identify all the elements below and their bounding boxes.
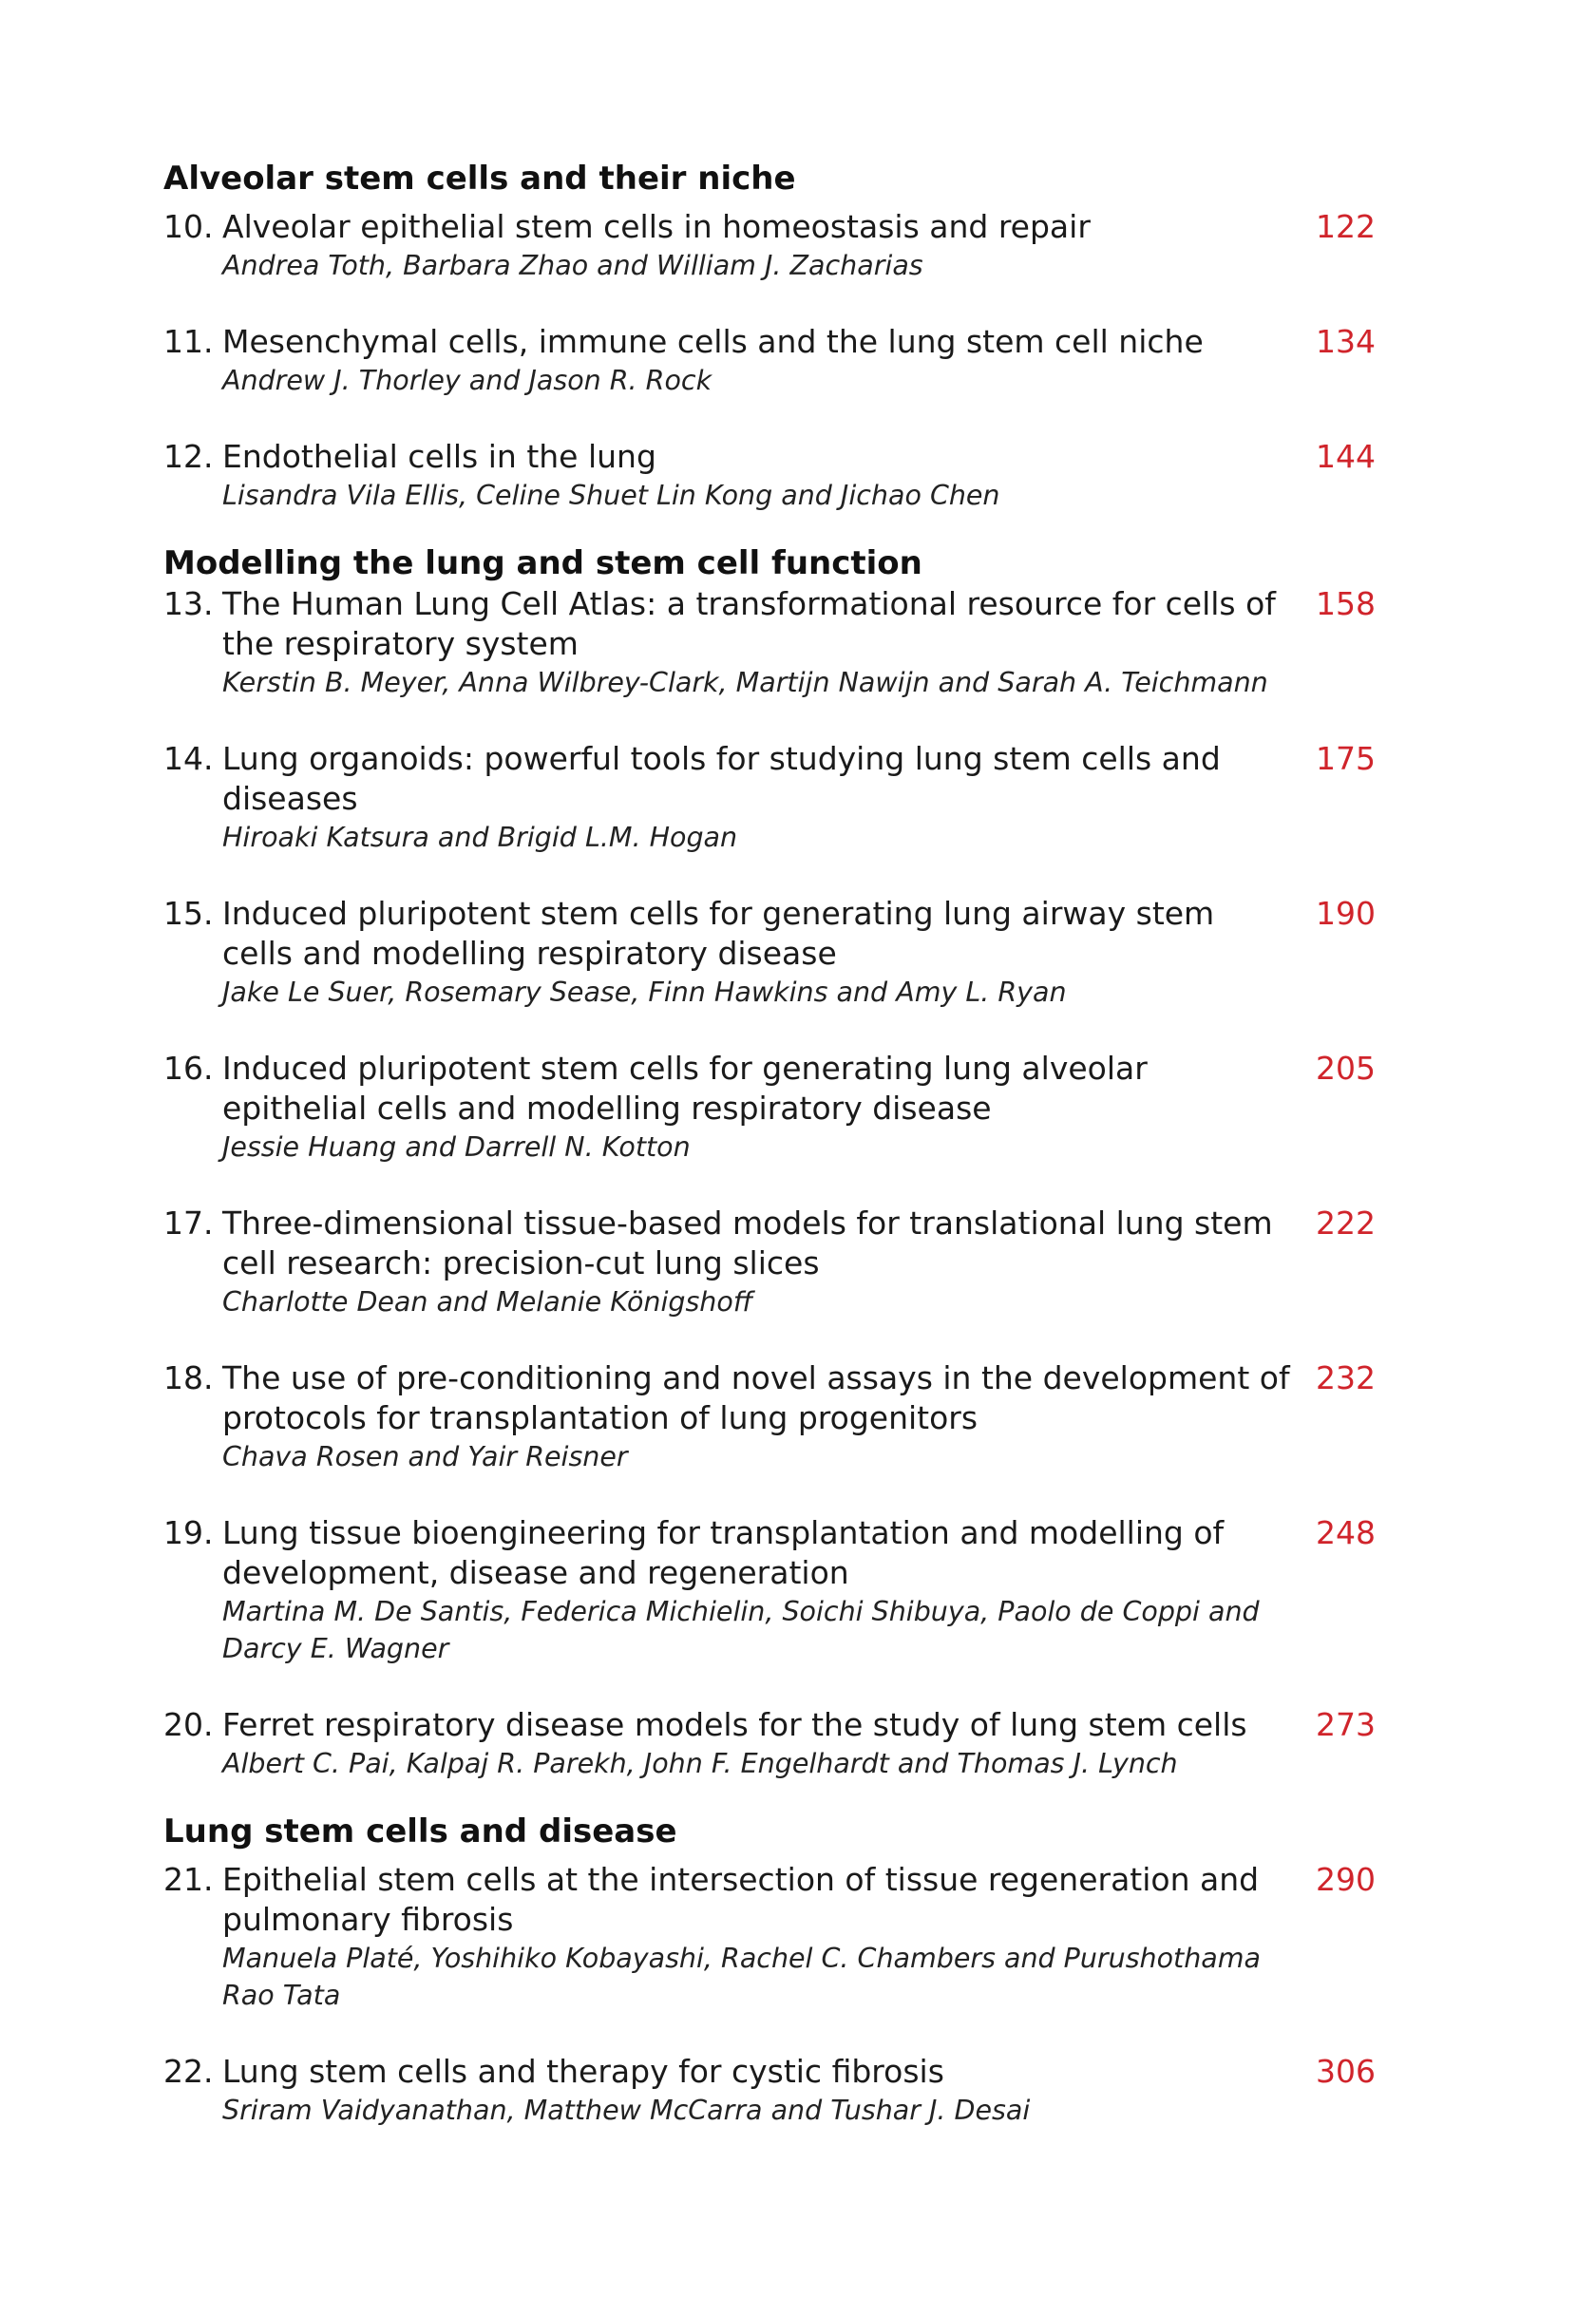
entry-number: 13. <box>163 585 214 622</box>
section-heading: Lung stem cells and disease <box>163 1812 677 1850</box>
section-heading: Alveolar stem cells and their niche <box>163 160 796 198</box>
entry-page-number[interactable]: 306 <box>1316 2053 1376 2090</box>
entry-page-number[interactable]: 175 <box>1316 740 1376 777</box>
entry-title: The use of pre-conditioning and novel assays in the development of protocols for transplantation of lung progenitors <box>222 1359 1290 1436</box>
entry-page-number[interactable]: 122 <box>1316 208 1376 245</box>
toc-entry[interactable] <box>163 1204 1398 1320</box>
entry-page-number[interactable]: 205 <box>1316 1050 1376 1087</box>
toc-entry[interactable] <box>163 1513 1398 1667</box>
toc-entry[interactable] <box>163 1705 1398 1782</box>
entry-title: Alveolar epithelial stem cells in homeostasis and repair <box>222 208 1091 245</box>
entry-number: 15. <box>163 895 214 932</box>
entry-number: 21. <box>163 1861 214 1898</box>
entry-authors: Jake Le Suer, Rosemary Sease, Finn Hawkins and Amy L. Ryan <box>222 977 1067 1008</box>
entry-authors: Lisandra Vila Ellis, Celine Shuet Lin Kong and Jichao Chen <box>222 480 1000 511</box>
entry-authors: Chava Rosen and Yair Reisner <box>222 1441 628 1472</box>
entry-number: 17. <box>163 1205 214 1242</box>
entry-title: Endothelial cells in the lung <box>222 438 656 475</box>
entry-number: 18. <box>163 1359 214 1396</box>
entry-number: 14. <box>163 740 214 777</box>
entry-authors: Andrew J. Thorley and Jason R. Rock <box>222 365 712 396</box>
entry-title: Lung organoids: powerful tools for studying lung stem cells and diseases <box>222 740 1221 817</box>
entry-authors: Manuela Platé, Yoshihiko Kobayashi, Rachel C. Chambers and Purushothama Rao Tata <box>222 1943 1261 2011</box>
entry-page-number[interactable]: 190 <box>1316 895 1376 932</box>
entry-page-number[interactable]: 248 <box>1316 1514 1376 1551</box>
entry-number: 10. <box>163 208 214 245</box>
entry-page-number[interactable]: 273 <box>1316 1706 1376 1743</box>
entry-authors: Andrea Toth, Barbara Zhao and William J. Zacharias <box>222 250 923 281</box>
entry-page-number[interactable]: 290 <box>1316 1861 1376 1898</box>
entry-number: 19. <box>163 1514 214 1551</box>
entry-authors: Albert C. Pai, Kalpaj R. Parekh, John F. Engelhardt and Thomas J. Lynch <box>222 1748 1178 1779</box>
entry-page-number[interactable]: 134 <box>1316 323 1376 360</box>
entry-page-number[interactable]: 222 <box>1316 1205 1376 1242</box>
toc-entry[interactable] <box>163 1049 1398 1166</box>
entry-title: Ferret respiratory disease models for the study of lung stem cells <box>222 1706 1247 1743</box>
entry-page-number[interactable]: 232 <box>1316 1359 1376 1396</box>
entry-title: Epithelial stem cells at the intersection of tissue regeneration and pulmonary fibrosis <box>222 1861 1260 1938</box>
entry-authors: Charlotte Dean and Melanie Königshoff <box>222 1286 753 1318</box>
entry-number: 16. <box>163 1050 214 1087</box>
entry-title: Lung stem cells and therapy for cystic fibrosis <box>222 2053 944 2090</box>
toc-entry[interactable] <box>163 894 1398 1011</box>
toc-entry[interactable] <box>163 739 1398 856</box>
toc-entry[interactable] <box>163 1358 1398 1475</box>
entry-authors: Martina M. De Santis, Federica Michielin, Soichi Shibuya, Paolo de Coppi and Darcy E. Wagner <box>222 1596 1260 1664</box>
toc-entry[interactable] <box>163 2052 1398 2129</box>
entry-number: 20. <box>163 1706 214 1743</box>
entry-page-number[interactable]: 158 <box>1316 585 1376 622</box>
entry-authors: Hiroaki Katsura and Brigid L.M. Hogan <box>222 822 738 853</box>
entry-authors: Kerstin B. Meyer, Anna Wilbrey-Clark, Martijn Nawijn and Sarah A. Teichmann <box>222 667 1268 698</box>
toc-entry[interactable] <box>163 584 1398 701</box>
toc-entry[interactable] <box>163 207 1398 284</box>
toc-entry[interactable] <box>163 437 1398 514</box>
toc-entry[interactable] <box>163 1860 1398 2014</box>
section-heading: Modelling the lung and stem cell function <box>163 544 922 582</box>
entry-authors: Jessie Huang and Darrell N. Kotton <box>222 1131 691 1163</box>
entry-number: 12. <box>163 438 214 475</box>
table-of-contents <box>163 158 1398 2129</box>
entry-title: Induced pluripotent stem cells for generating lung airway stem cells and modelling respiratory disease <box>222 895 1215 972</box>
entry-title: Lung tissue bioengineering for transplantation and modelling of development, disease and regeneration <box>222 1514 1225 1591</box>
toc-entry[interactable] <box>163 322 1398 399</box>
entry-authors: Sriram Vaidyanathan, Matthew McCarra and Tushar J. Desai <box>222 2095 1031 2126</box>
entry-title: The Human Lung Cell Atlas: a transformational resource for cells of the respiratory system <box>222 585 1276 662</box>
entry-title: Three-dimensional tissue-based models for translational lung stem cell research: precision-cut lung slices <box>222 1205 1273 1281</box>
entry-page-number[interactable]: 144 <box>1316 438 1376 475</box>
entry-number: 11. <box>163 323 214 360</box>
entry-number: 22. <box>163 2053 214 2090</box>
entry-title: Induced pluripotent stem cells for generating lung alveolar epithelial cells and modelling respiratory disease <box>222 1050 1148 1127</box>
entry-title: Mesenchymal cells, immune cells and the lung stem cell niche <box>222 323 1204 360</box>
